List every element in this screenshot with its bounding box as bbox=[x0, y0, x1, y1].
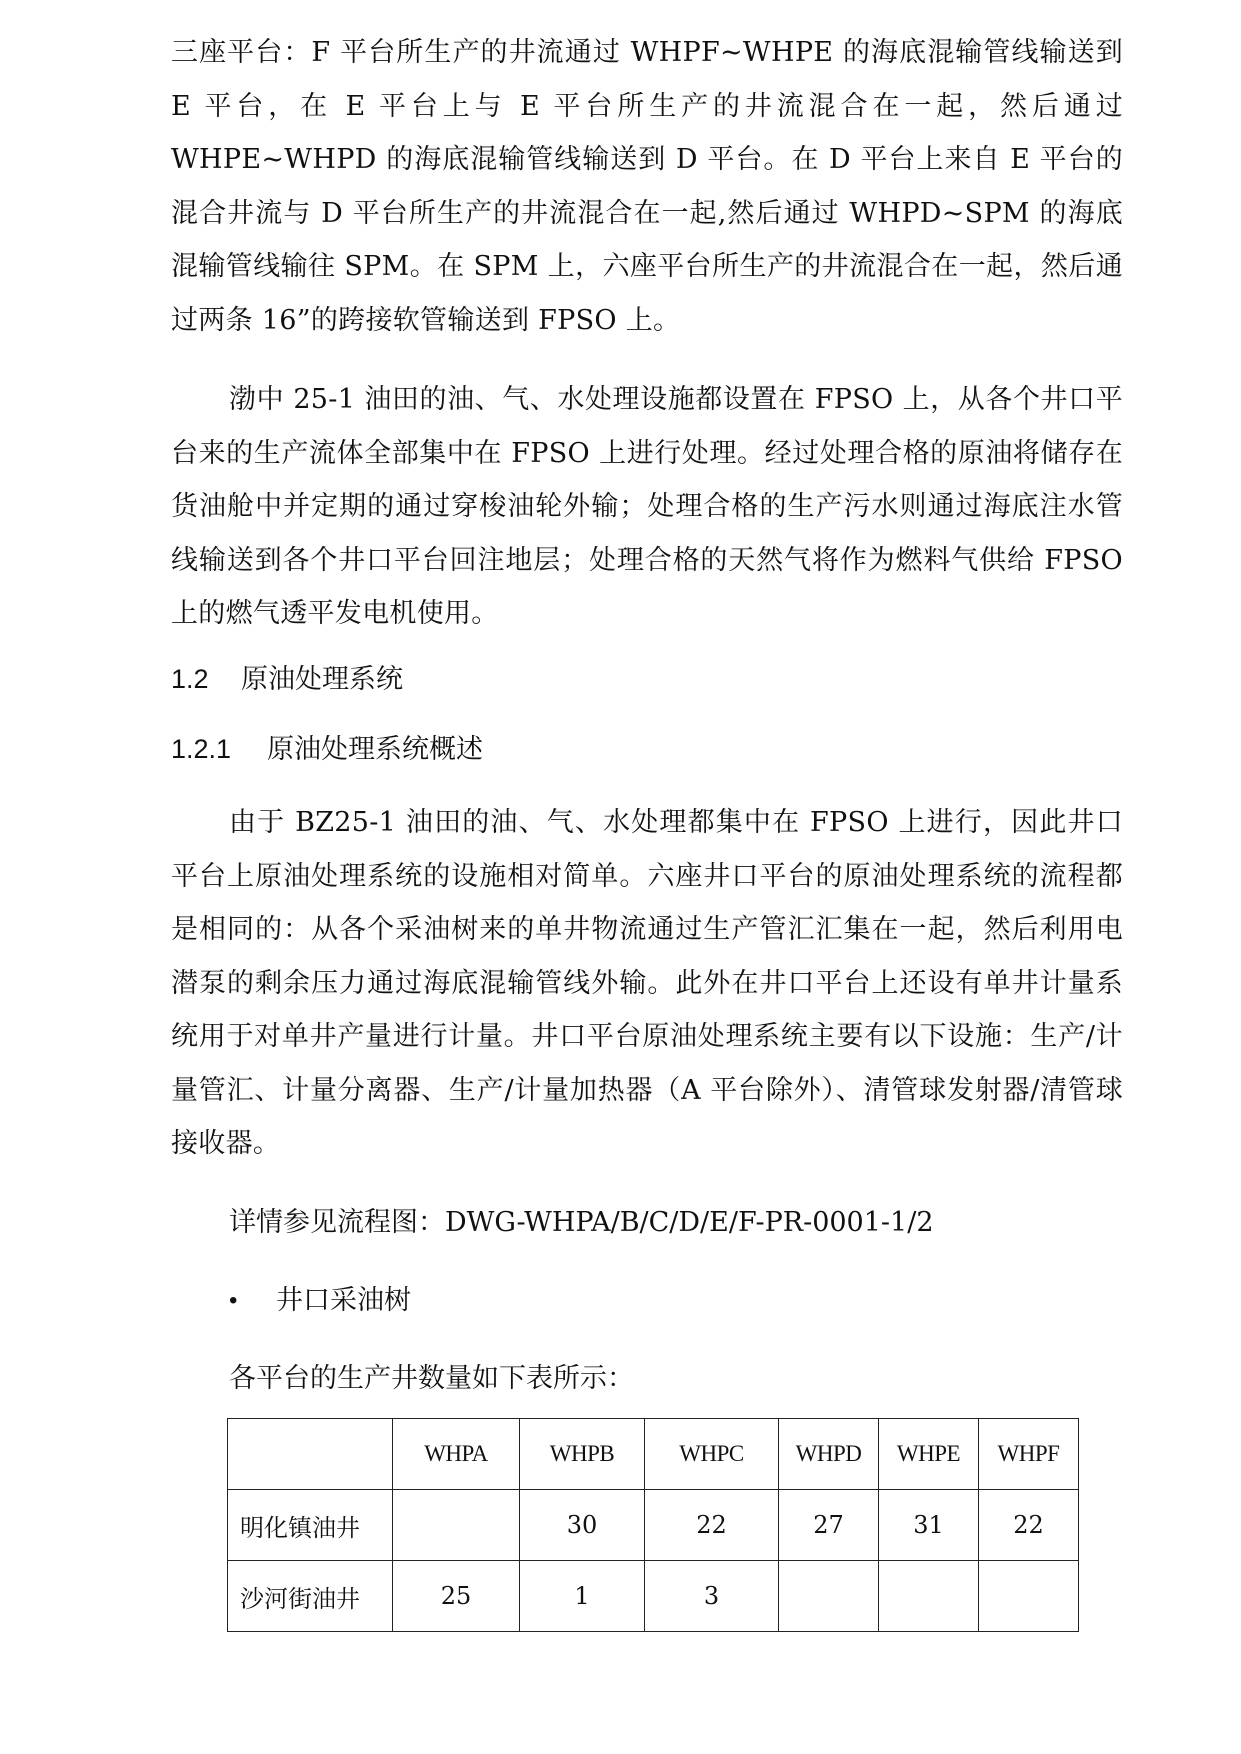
paragraph-pipeline-flow: 三座平台：F 平台所生产的井流通过 WHPF~WHPE 的海底混输管线输送到 E 平台，在 E 平台上与 E 平台所生产的井流混合在一起，然后通过 WHPE~WHPD 的海底混输管线输送到 D 平台。在 D 平台上来自 E 平台的混合井流与 D 平台所生产的井流混合在一起,然后通过 WHPD~SPM 的海底混输管线输往 SPM。在 SPM 上，六座平台所生产的井流混合在一起，然后通过两条 16”的跨接软管输送到 FPSO 上。 bbox=[171, 37, 1123, 336]
section-number: 1.2 bbox=[171, 664, 209, 694]
table-intro: 各平台的生产井数量如下表所示： bbox=[229, 1363, 634, 1394]
bullet-item-wellhead-tree: 井口采油树 bbox=[276, 1285, 411, 1316]
table-cell: 31 bbox=[879, 1490, 979, 1561]
table-cell bbox=[779, 1561, 879, 1632]
table-header-cell: WHPE bbox=[879, 1419, 979, 1490]
table-cell: 27 bbox=[779, 1490, 879, 1561]
table-header-cell: WHPB bbox=[520, 1419, 645, 1490]
bullet-marker: • bbox=[229, 1287, 238, 1314]
table-header-cell: WHPF bbox=[979, 1419, 1079, 1490]
table-header-cell: WHPA bbox=[393, 1419, 520, 1490]
section-number: 1.2.1 bbox=[171, 734, 232, 764]
table-header-cell: WHPD bbox=[779, 1419, 879, 1490]
table-row bbox=[228, 1561, 1079, 1632]
table-cell bbox=[393, 1490, 520, 1561]
table-row bbox=[228, 1490, 1079, 1561]
table-header-cell bbox=[228, 1419, 393, 1490]
table-cell: 30 bbox=[520, 1490, 645, 1561]
table-header-row bbox=[228, 1419, 1079, 1490]
row-label: 沙河街油井 bbox=[228, 1561, 393, 1632]
table-cell: 1 bbox=[520, 1561, 645, 1632]
section-heading-1-2-1 bbox=[171, 729, 483, 770]
table-cell bbox=[879, 1561, 979, 1632]
table-header-cell: WHPC bbox=[645, 1419, 779, 1490]
table-cell bbox=[979, 1561, 1079, 1632]
section-heading-1-2 bbox=[171, 659, 403, 700]
table-cell: 22 bbox=[645, 1490, 779, 1561]
section-title: 原油处理系统 bbox=[241, 664, 403, 695]
table-cell: 25 bbox=[393, 1561, 520, 1632]
section-title: 原油处理系统概述 bbox=[267, 734, 483, 765]
table-cell: 3 bbox=[645, 1561, 779, 1632]
row-label: 明化镇油井 bbox=[228, 1490, 393, 1561]
reference-line: 详情参见流程图：DWG-WHPA/B/C/D/E/F-PR-0001-1/2 bbox=[229, 1207, 934, 1238]
table-cell: 22 bbox=[979, 1490, 1079, 1561]
paragraph-fpso-processing: 渤中 25-1 油田的油、气、水处理设施都设置在 FPSO 上，从各个井口平台来的生产流体全部集中在 FPSO 上进行处理。经过处理合格的原油将储存在货油舱中并定期的通过穿梭油轮外输；处理合格的生产污水则通过海底注水管线输送到各个井口平台回注地层；处理合格的天然气将作为燃料气供给 FPSO 上的燃气透平发电机使用。 bbox=[171, 384, 1123, 629]
paragraph-crude-overview: 由于 BZ25-1 油田的油、气、水处理都集中在 FPSO 上进行，因此井口平台上原油处理系统的设施相对简单。六座井口平台的原油处理系统的流程都是相同的：从各个采油树来的单井物流通过生产管汇汇集在一起，然后利用电潜泵的剩余压力通过海底混输管线外输。此外在井口平台上还设有单井计量系统用于对单井产量进行计量。井口平台原油处理系统主要有以下设施：生产/计量管汇、计量分离器、生产/计量加热器（A 平台除外）、清管球发射器/清管球接收器。 bbox=[171, 807, 1123, 1159]
well-count-table bbox=[227, 1418, 1079, 1632]
